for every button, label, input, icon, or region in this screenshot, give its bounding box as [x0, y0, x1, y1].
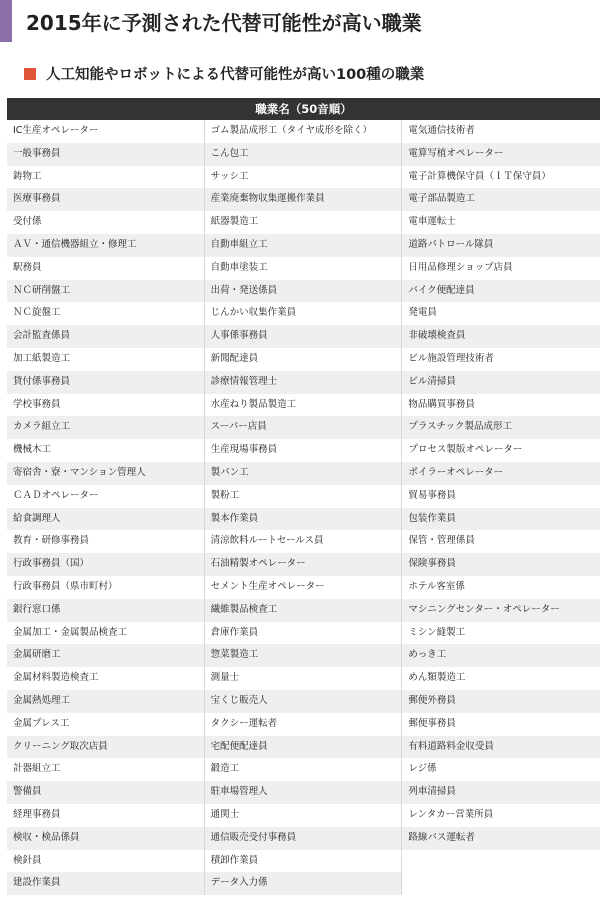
table-cell: ミシン縫製工: [402, 622, 600, 645]
table-cell: 教育・研修事務員: [7, 530, 204, 553]
table-cell: 清涼飲料ルートセールス員: [205, 530, 402, 553]
table-cell: 自動車塗装工: [205, 257, 402, 280]
table-cell: 紙器製造工: [205, 211, 402, 234]
table-cell: 診療情報管理士: [205, 371, 402, 394]
table-cell: 電子部品製造工: [402, 188, 600, 211]
table-cell: 産業廃棄物収集運搬作業員: [205, 188, 402, 211]
table-cell: 自動車組立工: [205, 234, 402, 257]
table-cell: 金属研磨工: [7, 644, 204, 667]
table-cell: 測量士: [205, 667, 402, 690]
table-cell: ボイラーオペレーター: [402, 462, 600, 485]
table-column: [402, 120, 600, 895]
table-cell: 電子計算機保守員（ＩＴ保守員）: [402, 166, 600, 189]
table-cell: 路線バス運転者: [402, 827, 600, 850]
table-cell: ホテル客室係: [402, 576, 600, 599]
table-cell: 会計監査係員: [7, 325, 204, 348]
table-cell: めっき工: [402, 644, 600, 667]
table-cell: クリーニング取次店員: [7, 736, 204, 759]
table-cell: 経理事務員: [7, 804, 204, 827]
table-cell: 銀行窓口係: [7, 599, 204, 622]
table-cell: めん類製造工: [402, 667, 600, 690]
table-cell: バイク便配達員: [402, 280, 600, 303]
table-cell: 新聞配達員: [205, 348, 402, 371]
table-cell: 機械木工: [7, 439, 204, 462]
table-cell: IC生産オペレーター: [7, 120, 204, 143]
square-bullet-icon: [24, 68, 36, 80]
table-cell: 学校事務員: [7, 394, 204, 417]
occupation-table: [7, 98, 600, 895]
table-cell: 製粉工: [205, 485, 402, 508]
table-cell: 有料道路料金収受員: [402, 736, 600, 759]
table-cell: 保管・管理係員: [402, 530, 600, 553]
table-cell: ＣＡＤオペレーター: [7, 485, 204, 508]
table-cell: 日用品修理ショップ店員: [402, 257, 600, 280]
table-cell: 保険事務員: [402, 553, 600, 576]
table-cell: スーパー店員: [205, 416, 402, 439]
table-cell: 給食調理人: [7, 508, 204, 531]
table-cell: 出荷・発送係員: [205, 280, 402, 303]
table-cell: ゴム製品成形工（タイヤ成形を除く）: [205, 120, 402, 143]
table-cell: 石油精製オペレーター: [205, 553, 402, 576]
table-cell: 宅配便配達員: [205, 736, 402, 759]
table-cell: レンタカー営業所員: [402, 804, 600, 827]
table-cell: 水産ねり製品製造工: [205, 394, 402, 417]
table-cell: 一般事務員: [7, 143, 204, 166]
table-cell: 検針員: [7, 850, 204, 873]
page-title: 2015年に予測された代替可能性が高い職業: [26, 10, 422, 35]
table-cell: 寄宿舎・寮・マンション管理人: [7, 462, 204, 485]
table-cell: 加工紙製造工: [7, 348, 204, 371]
table-cell: 行政事務員（国）: [7, 553, 204, 576]
table-cell: 電車運転士: [402, 211, 600, 234]
table-cell: 計器組立工: [7, 758, 204, 781]
table-cell: 金属プレス工: [7, 713, 204, 736]
table-cell: タクシー運転者: [205, 713, 402, 736]
table-cell: ビル施設管理技術者: [402, 348, 600, 371]
table-cell: 生産現場事務員: [205, 439, 402, 462]
table-cell: ビル清掃員: [402, 371, 600, 394]
table-cell: 人事係事務員: [205, 325, 402, 348]
table-cell: 鋳物工: [7, 166, 204, 189]
table-cell: 駅務員: [7, 257, 204, 280]
table-header: 職業名（50音順）: [7, 98, 600, 120]
table-cell: 通信販売受付事務員: [205, 827, 402, 850]
table-cell: 包装作業員: [402, 508, 600, 531]
table-cell: 行政事務員（県市町村）: [7, 576, 204, 599]
subtitle: 人工知能やロボットによる代替可能性が高い100種の職業: [46, 67, 425, 83]
table-cell: 通関士: [205, 804, 402, 827]
table-cell: 受付係: [7, 211, 204, 234]
table-cell: プラスチック製品成形工: [402, 416, 600, 439]
table-cell: 惣菜製造工: [205, 644, 402, 667]
table-cell: 列車清掃員: [402, 781, 600, 804]
table-cell: 金属熱処理工: [7, 690, 204, 713]
table-cell: 道路パトロール隊員: [402, 234, 600, 257]
table-cell: カメラ組立工: [7, 416, 204, 439]
table-cell: 繊維製品検査工: [205, 599, 402, 622]
subtitle-row: [24, 63, 424, 84]
table-cell: 発電員: [402, 302, 600, 325]
table-cell: 鍛造工: [205, 758, 402, 781]
table-cell: 非破壊検査員: [402, 325, 600, 348]
table-cell: 積卸作業員: [205, 850, 402, 873]
table-cell: データ入力係: [205, 872, 402, 895]
table-column: [205, 120, 403, 895]
table-cell: マシニングセンター・オペレーター: [402, 599, 600, 622]
table-cell: 郵便事務員: [402, 713, 600, 736]
table-cell: 製本作業員: [205, 508, 402, 531]
table-cell: 医療事務員: [7, 188, 204, 211]
table-cell: 貿易事務員: [402, 485, 600, 508]
table-cell: ＮＣ旋盤工: [7, 302, 204, 325]
table-cell: 電算写植オペレーター: [402, 143, 600, 166]
table-cell: 金属材料製造検査工: [7, 667, 204, 690]
table-cell: 金属加工・金属製品検査工: [7, 622, 204, 645]
table-cell: 倉庫作業員: [205, 622, 402, 645]
table-cell: 郵便外務員: [402, 690, 600, 713]
table-cell: 建設作業員: [7, 872, 204, 895]
table-cell: レジ係: [402, 758, 600, 781]
table-cell: セメント生産オペレーター: [205, 576, 402, 599]
table-cell: 貸付係事務員: [7, 371, 204, 394]
table-column: [7, 120, 205, 895]
table-cell: サッシ工: [205, 166, 402, 189]
table-cell: じんかい収集作業員: [205, 302, 402, 325]
table-cell: 警備員: [7, 781, 204, 804]
table-cell: 宝くじ販売人: [205, 690, 402, 713]
title-bar: [0, 0, 600, 42]
title-accent-bar: [0, 0, 12, 42]
table-cell: プロセス製版オペレーター: [402, 439, 600, 462]
table-cell: 電気通信技術者: [402, 120, 600, 143]
table-body: [7, 120, 600, 895]
table-cell: 駐車場管理人: [205, 781, 402, 804]
table-cell: 物品購買事務員: [402, 394, 600, 417]
table-cell: 製パン工: [205, 462, 402, 485]
table-cell: ＡＶ・通信機器組立・修理工: [7, 234, 204, 257]
table-cell: こん包工: [205, 143, 402, 166]
table-cell: 検収・検品係員: [7, 827, 204, 850]
table-cell: ＮＣ研削盤工: [7, 280, 204, 303]
